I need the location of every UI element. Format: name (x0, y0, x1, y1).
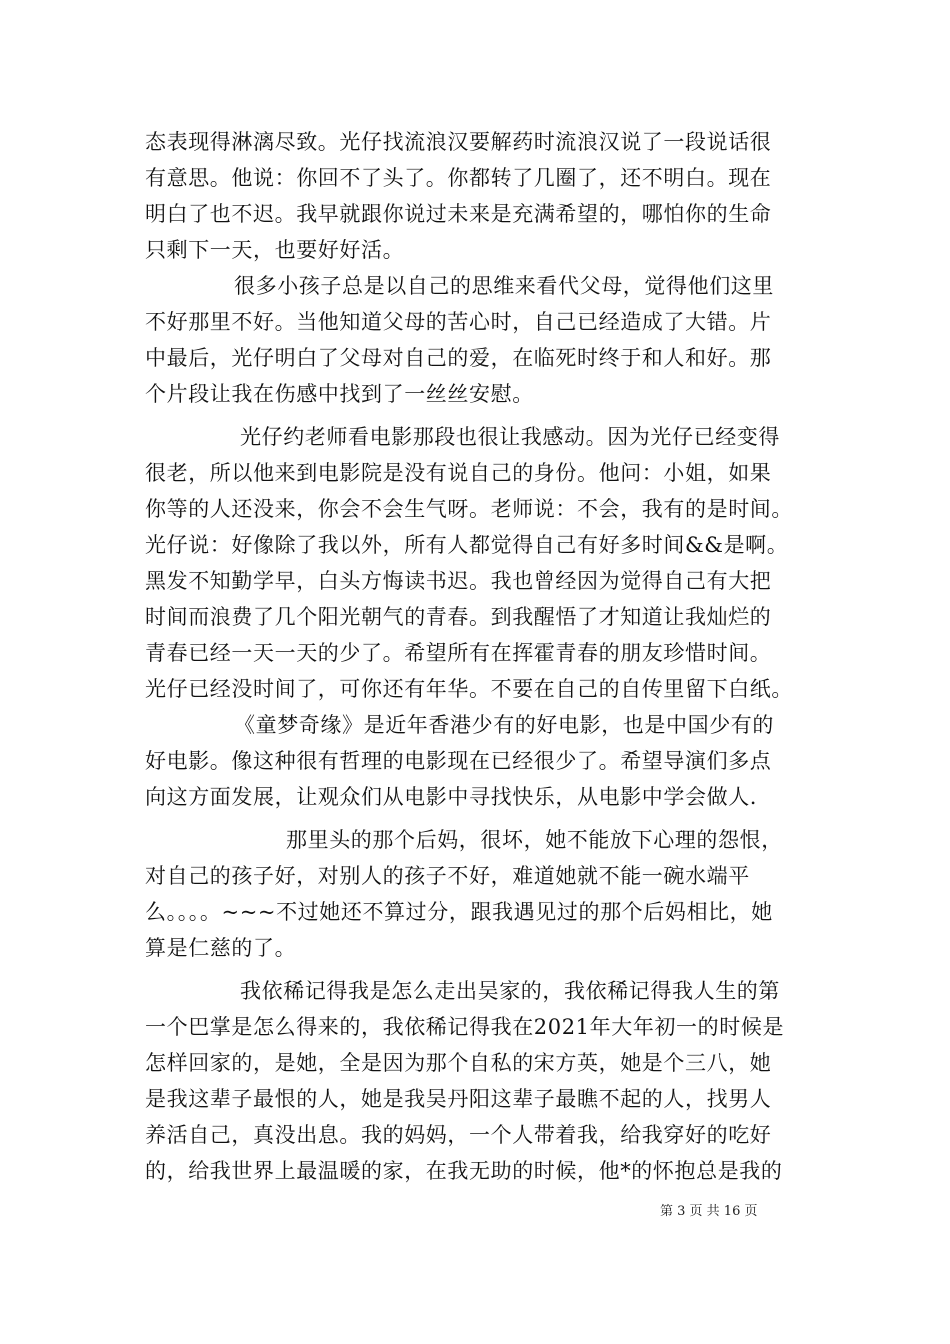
text-line: 一个巴掌是怎么得来的，我依稀记得我在2021年大年初一的时候是 (145, 1015, 785, 1039)
paragraph-first-line: 光仔约老师看电影那段也很让我感动。因为光仔已经变得 (240, 425, 780, 449)
text-line: 对自己的孩子好，对别人的孩子不好，难道她就不能一碗水端平 (145, 864, 750, 888)
text-line: 算是仁慈的了。 (145, 936, 297, 960)
text-line: 向这方面发展，让观众们从电影中寻找快乐，从电影中学会做人. (145, 785, 758, 809)
text-line: 只剩下一天，也要好好活。 (145, 238, 405, 262)
text-line: 时间而浪费了几个阳光朝气的青春。到我醒悟了才知道让我灿烂的 (145, 605, 772, 629)
text-line: 明白了也不迟。我早就跟你说过未来是充满希望的，哪怕你的生命 (145, 202, 772, 226)
text-line: 有意思。他说：你回不了头了。你都转了几圈了，还不明白。现在 (145, 166, 772, 190)
paragraph-first-line: 《童梦奇缘》是近年香港少有的好电影，也是中国少有的 (234, 713, 774, 737)
text-line: 不好那里不好。当他知道父母的苦心时，自己已经造成了大错。片 (145, 310, 772, 334)
text-line: 养活自己，真没出息。我的妈妈，一个人带着我，给我穿好的吃好 (145, 1123, 772, 1147)
text-line: 态表现得淋漓尽致。光仔找流浪汉要解药时流浪汉说了一段说话很 (145, 130, 772, 154)
paragraph-first-line: 那里头的那个后妈，很坏，她不能放下心理的怨恨， (286, 828, 783, 852)
text-line: 光仔已经没时间了，可你还有年华。不要在自己的自传里留下白纸。 (145, 677, 793, 701)
paragraph-first-line: 我依稀记得我是怎么走出吴家的，我依稀记得我人生的第 (240, 979, 780, 1003)
text-line: 个片段让我在伤感中找到了一丝丝安慰。 (145, 382, 534, 406)
text-line: 怎样回家的，是她，全是因为那个自私的宋方英，她是个三八，她 (145, 1051, 772, 1075)
text-line: 很老，所以他来到电影院是没有说自己的身份。他问：小姐，如果 (145, 461, 772, 485)
text-line: 青春已经一天一天的少了。希望所有在挥霍青春的朋友珍惜时间。 (145, 641, 772, 665)
text-line: 是我这辈子最恨的人，她是我吴丹阳这辈子最瞧不起的人，找男人 (145, 1087, 772, 1111)
text-line: 好电影。像这种很有哲理的电影现在已经很少了。希望导演们多点 (145, 749, 772, 773)
text-line: 光仔说：好像除了我以外，所有人都觉得自己有好多时间&&是啊。 (145, 533, 789, 557)
text-line: 么。。。。~~~不过她还不算过分，跟我遇见过的那个后妈相比，她 (145, 900, 773, 924)
text-line: 黑发不知勤学早，白头方悔读书迟。我也曾经因为觉得自己有大把 (145, 569, 772, 593)
page-footer: 第 3 页 共 16 页 (660, 1204, 758, 1219)
paragraph-first-line: 很多小孩子总是以自己的思维来看代父母，觉得他们这里 (234, 274, 774, 298)
text-line: 中最后，光仔明白了父母对自己的爱，在临死时终于和人和好。那 (145, 346, 772, 370)
text-line: 你等的人还没来，你会不会生气呀。老师说：不会，我有的是时间。 (145, 497, 793, 521)
text-line: 的，给我世界上最温暖的家，在我无助的时候，他*的怀抱总是我的 (145, 1159, 783, 1183)
